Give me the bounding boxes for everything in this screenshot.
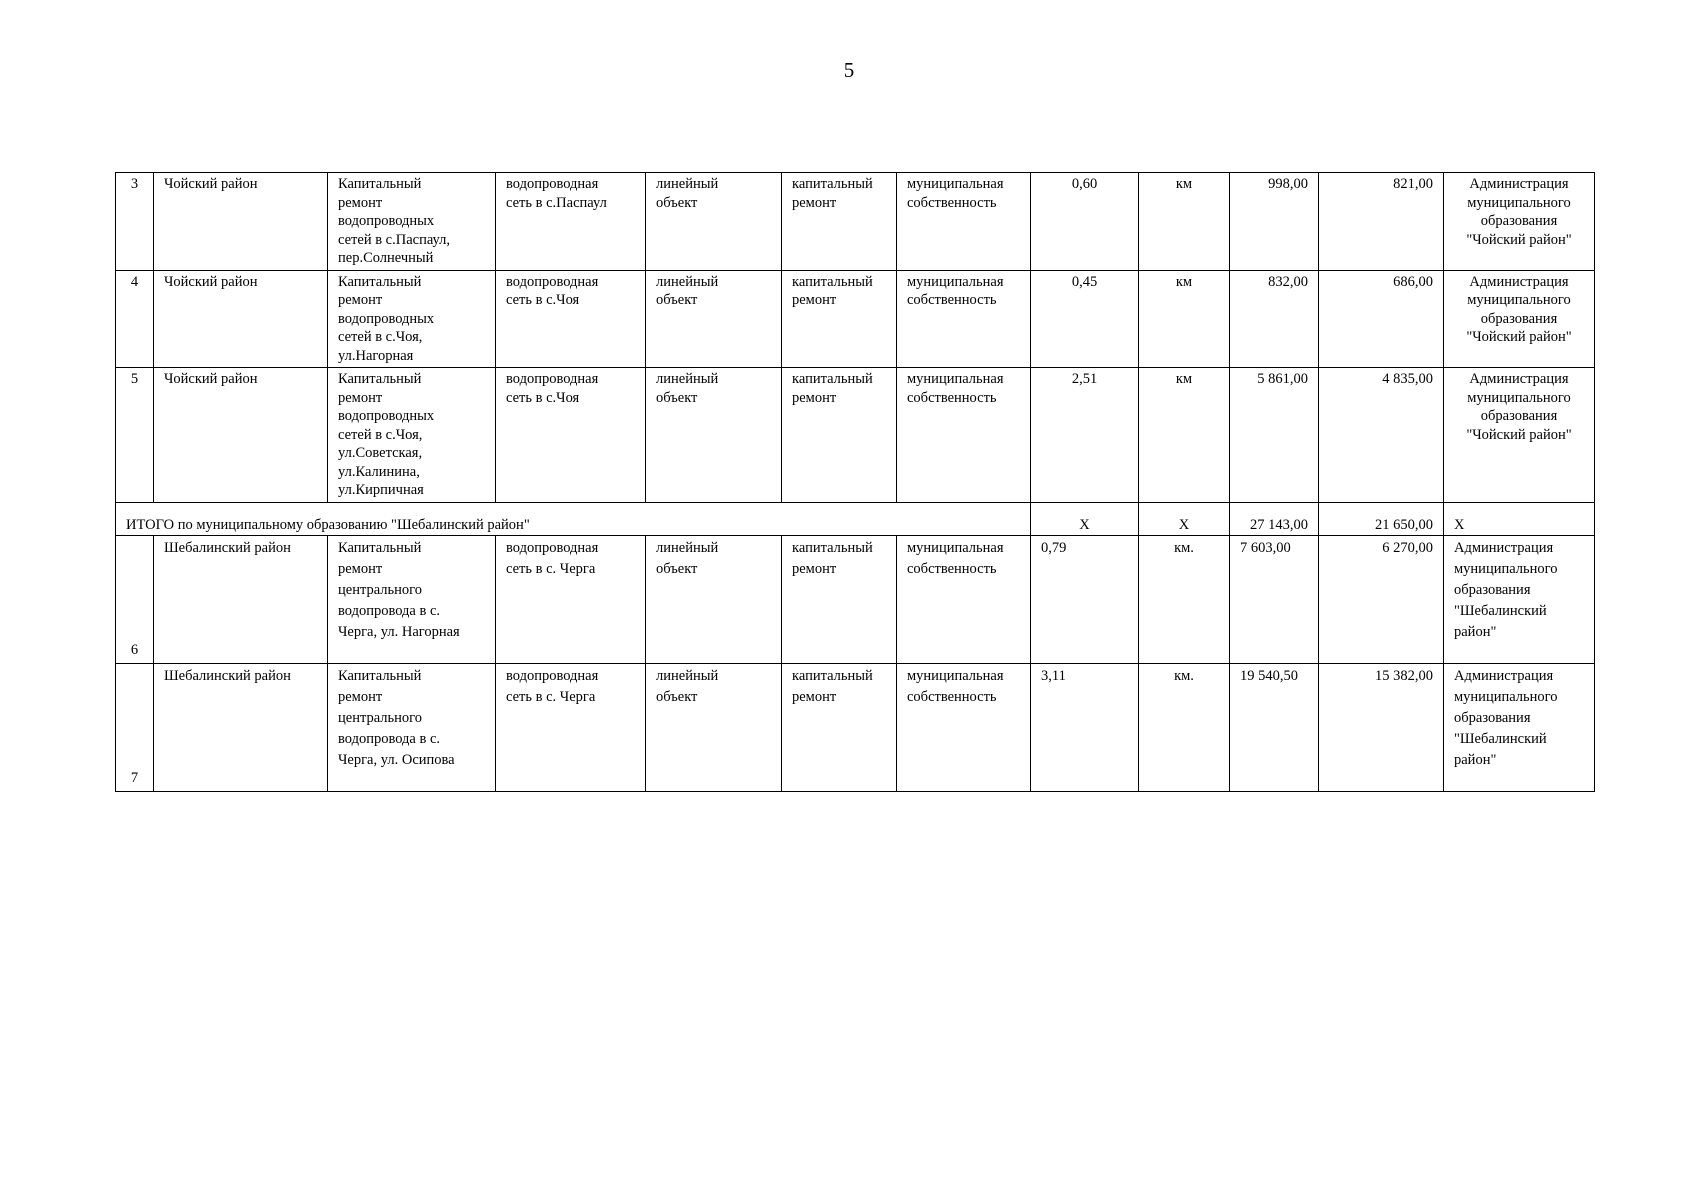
row-number: 7 — [116, 663, 154, 791]
funding-cell: 821,00 — [1319, 173, 1444, 271]
cost-cell: 5 861,00 — [1230, 368, 1319, 503]
object-type-cell: линейный объект — [646, 535, 782, 663]
district-cell: Шебалинский район — [154, 663, 328, 791]
ownership-cell: муниципальная собственность — [897, 368, 1031, 503]
work-kind-cell: капитальный ремонт — [782, 663, 897, 791]
unit-cell: км — [1139, 173, 1230, 271]
unit-cell: км. — [1139, 663, 1230, 791]
ownership-cell: муниципальная собственность — [897, 663, 1031, 791]
district-cell: Чойский район — [154, 368, 328, 503]
cost-cell: 7 603,00 — [1230, 535, 1319, 663]
ownership-cell: муниципальная собственность — [897, 173, 1031, 271]
administration-cell: Администрация муниципального образования "Шебалинский район" — [1444, 663, 1595, 791]
object-cell: водопроводная сеть в с. Черга — [496, 663, 646, 791]
cost-cell: 832,00 — [1230, 270, 1319, 368]
object-type-cell: линейный объект — [646, 663, 782, 791]
table-row — [116, 173, 1595, 271]
work-description-cell: Капитальный ремонт водопроводных сетей в с.Паспаул, пер.Солнечный — [328, 173, 496, 271]
funding-cell: 686,00 — [1319, 270, 1444, 368]
length-cell: 2,51 — [1031, 368, 1139, 503]
object-cell: водопроводная сеть в с.Чоя — [496, 270, 646, 368]
object-type-cell: линейный объект — [646, 368, 782, 503]
work-description-cell: Капитальный ремонт центрального водопровода в с. Черга, ул. Нагорная — [328, 535, 496, 663]
work-kind-cell: капитальный ремонт — [782, 173, 897, 271]
unit-cell: км — [1139, 368, 1230, 503]
row-number: 3 — [116, 173, 154, 271]
total-admin-cell: Х — [1444, 502, 1595, 535]
work-description-cell: Капитальный ремонт водопроводных сетей в с.Чоя, ул.Нагорная — [328, 270, 496, 368]
work-kind-cell: капитальный ремонт — [782, 368, 897, 503]
administration-cell: Администрация муниципального образования "Шебалинский район" — [1444, 535, 1595, 663]
district-cell: Чойский район — [154, 173, 328, 271]
funding-cell: 15 382,00 — [1319, 663, 1444, 791]
object-cell: водопроводная сеть в с.Паспаул — [496, 173, 646, 271]
administration-cell: Администрация муниципального образования "Чойский район" — [1444, 368, 1595, 503]
length-cell: 0,60 — [1031, 173, 1139, 271]
total-cost-cell: 27 143,00 — [1230, 502, 1319, 535]
total-label: ИТОГО по муниципальному образованию "Шебалинский район" — [116, 502, 1031, 535]
unit-cell: км — [1139, 270, 1230, 368]
work-kind-cell: капитальный ремонт — [782, 535, 897, 663]
table-row — [116, 535, 1595, 663]
object-type-cell: линейный объект — [646, 270, 782, 368]
district-cell: Чойский район — [154, 270, 328, 368]
administration-cell: Администрация муниципального образования "Чойский район" — [1444, 270, 1595, 368]
funding-cell: 6 270,00 — [1319, 535, 1444, 663]
work-kind-cell: капитальный ремонт — [782, 270, 897, 368]
row-number: 4 — [116, 270, 154, 368]
administration-cell: Администрация муниципального образования "Чойский район" — [1444, 173, 1595, 271]
length-cell: 0,79 — [1031, 535, 1139, 663]
object-type-cell: линейный объект — [646, 173, 782, 271]
total-funding-cell: 21 650,00 — [1319, 502, 1444, 535]
ownership-cell: муниципальная собственность — [897, 270, 1031, 368]
cost-cell: 998,00 — [1230, 173, 1319, 271]
row-number: 6 — [116, 535, 154, 663]
ownership-cell: муниципальная собственность — [897, 535, 1031, 663]
object-cell: водопроводная сеть в с.Чоя — [496, 368, 646, 503]
length-cell: 3,11 — [1031, 663, 1139, 791]
cost-cell: 19 540,50 — [1230, 663, 1319, 791]
projects-table — [115, 172, 1595, 792]
work-description-cell: Капитальный ремонт водопроводных сетей в с.Чоя, ул.Советская, ул.Калинина, ул.Кирпичная — [328, 368, 496, 503]
district-cell: Шебалинский район — [154, 535, 328, 663]
total-length-cell: Х — [1031, 502, 1139, 535]
funding-cell: 4 835,00 — [1319, 368, 1444, 503]
table-row — [116, 663, 1595, 791]
object-cell: водопроводная сеть в с. Черга — [496, 535, 646, 663]
row-number: 5 — [116, 368, 154, 503]
page-number: 5 — [843, 58, 855, 82]
work-description-cell: Капитальный ремонт центрального водопровода в с. Черга, ул. Осипова — [328, 663, 496, 791]
unit-cell: км. — [1139, 535, 1230, 663]
table-row — [116, 368, 1595, 503]
table-row — [116, 270, 1595, 368]
length-cell: 0,45 — [1031, 270, 1139, 368]
total-row — [116, 502, 1595, 535]
total-unit-cell: Х — [1139, 502, 1230, 535]
